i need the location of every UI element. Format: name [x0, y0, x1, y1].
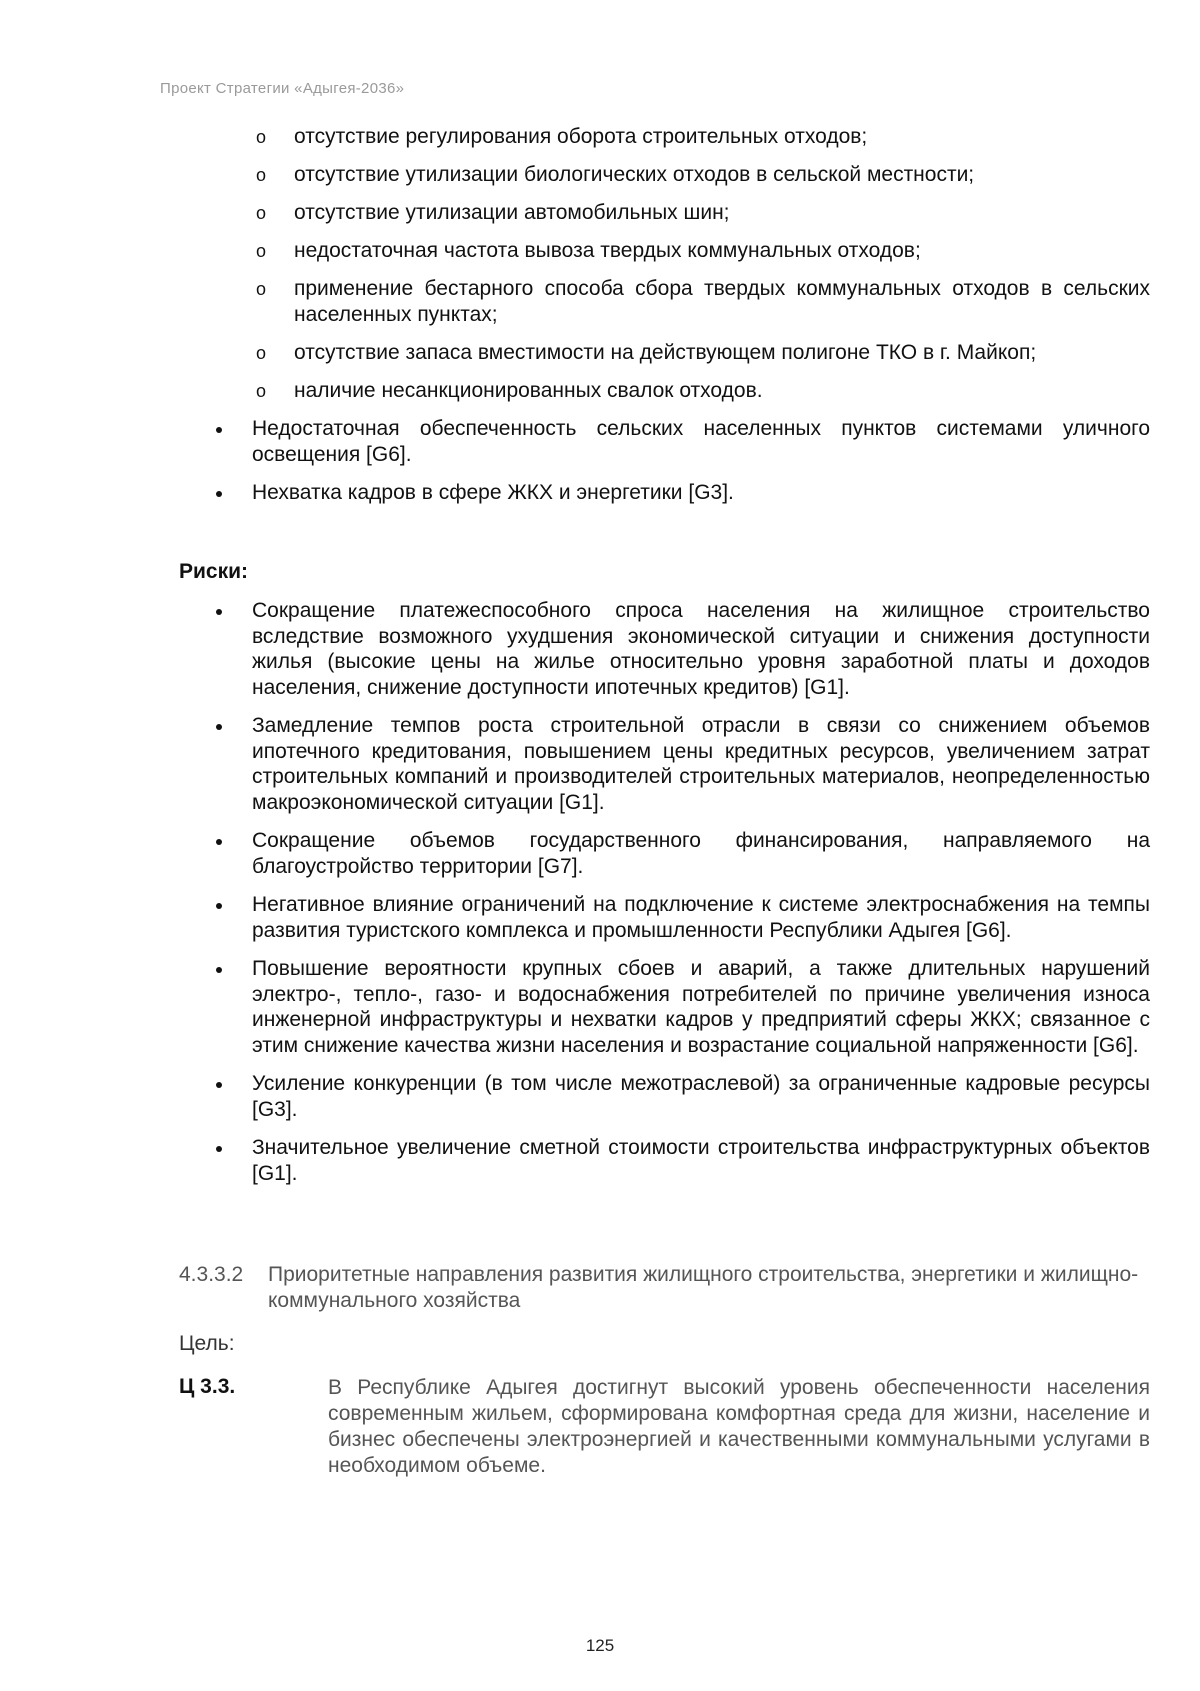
risk-item-text: Сокращение платежеспособного спроса населения на жилищное строительство вследствие возможного ухудшения экономической ситуации и снижения доступности жилья (высокие цены на жилье относительно уровня заработной платы и доходов населения, снижение доступности ипотечных кредитов) [G1].: [252, 599, 1150, 699]
risk-item: [210, 892, 1150, 943]
sublist-item-text: отсутствие утилизации биологических отходов в сельской местности;: [294, 163, 975, 186]
section-heading: [179, 1262, 1149, 1314]
problems-list: [210, 416, 1150, 519]
problem-item: [210, 480, 1150, 506]
goal-label: Цель:: [179, 1332, 235, 1355]
sublist-item-text: отсутствие запаса вместимости на действующем полигоне ТКО в г. Майкоп;: [294, 341, 1037, 364]
page-header: Проект Стратегии «Адыгея-2036»: [160, 80, 405, 97]
bullet-dot-icon: [216, 491, 222, 497]
risk-item: [210, 1071, 1150, 1122]
circle-bullet-icon: o: [256, 381, 267, 401]
circle-bullet-icon: o: [256, 203, 267, 223]
risk-item: [210, 828, 1150, 879]
sublist-item: [250, 238, 1150, 264]
risk-item-text: Повышение вероятности крупных сбоев и аварий, а также длительных нарушений электро-, тепло-, газо- и водоснабжения потребителей по причине увеличения износа инженерной инфраструктуры и нехватки кадров у предприятий сферы ЖКХ; связанное с этим снижение качества жизни населения и возрастание социальной напряженности [G6].: [252, 957, 1150, 1057]
problem-item-text: Нехватка кадров в сфере ЖКХ и энергетики [G3].: [252, 481, 734, 504]
bullet-dot-icon: [216, 1082, 222, 1088]
sublist-item: [250, 200, 1150, 226]
bullet-dot-icon: [216, 839, 222, 845]
sublist-item: [250, 162, 1150, 188]
risk-item-text: Негативное влияние ограничений на подключение к системе электроснабжения на темпы развития туристского комплекса и промышленности Республики Адыгея [G6].: [252, 893, 1150, 942]
waste-problems-sublist: [250, 124, 1150, 416]
bullet-dot-icon: [216, 903, 222, 909]
sublist-item: [250, 124, 1150, 150]
bullet-dot-icon: [216, 967, 222, 973]
risk-item-text: Сокращение объемов государственного финансирования, направляемого на благоустройство территории [G7].: [252, 829, 1150, 878]
circle-bullet-icon: o: [256, 165, 267, 185]
circle-bullet-icon: o: [256, 127, 267, 147]
bullet-dot-icon: [216, 427, 222, 433]
risk-item: [210, 1135, 1150, 1186]
risk-item: [210, 598, 1150, 700]
goal-code: Ц 3.3.: [179, 1375, 236, 1398]
sublist-item: [250, 276, 1150, 328]
section-number: 4.3.3.2: [179, 1263, 244, 1286]
sublist-item: [250, 340, 1150, 366]
problem-item: [210, 416, 1150, 467]
circle-bullet-icon: o: [256, 279, 267, 299]
sublist-item-text: наличие несанкционированных свалок отходов.: [294, 379, 763, 402]
sublist-item-text: применение бестарного способа сбора твердых коммунальных отходов в сельских населенных пунктах;: [294, 277, 1150, 326]
page-number: 125: [585, 1636, 615, 1655]
goal-text: В Республике Адыгея достигнут высокий уровень обеспеченности населения современным жильем, сформирована комфортная среда для жизни, население и бизнес обеспечены электроэнергией и качественными коммунальными услугами в необходимом объеме.: [328, 1376, 1150, 1477]
bullet-dot-icon: [216, 1146, 222, 1152]
sublist-item-text: отсутствие регулирования оборота строительных отходов;: [294, 125, 868, 148]
bullet-dot-icon: [216, 724, 222, 730]
risk-item-text: Усиление конкуренции (в том числе межотраслевой) за ограниченные кадровые ресурсы [G3].: [252, 1072, 1150, 1121]
risks-list: [210, 598, 1150, 1199]
circle-bullet-icon: o: [256, 241, 267, 261]
problem-item-text: Недостаточная обеспеченность сельских населенных пунктов системами уличного освещения [G6].: [252, 417, 1150, 466]
risk-item-text: Замедление темпов роста строительной отрасли в связи со снижением объемов ипотечного кредитования, повышением цены кредитных ресурсов, увеличением затрат строительных компаний и производителей строительных материалов, неопределенностью макроэкономической ситуации [G1].: [252, 714, 1150, 814]
sublist-item-text: отсутствие утилизации автомобильных шин;: [294, 201, 730, 224]
risks-heading: Риски:: [179, 560, 249, 583]
sublist-item-text: недостаточная частота вывоза твердых коммунальных отходов;: [294, 239, 921, 262]
risk-item-text: Значительное увеличение сметной стоимости строительства инфраструктурных объектов [G1].: [252, 1136, 1150, 1185]
risk-item: [210, 956, 1150, 1058]
bullet-dot-icon: [216, 609, 222, 615]
sublist-item: [250, 378, 1150, 404]
circle-bullet-icon: o: [256, 343, 267, 363]
section-title: Приоритетные направления развития жилищного строительства, энергетики и жилищно-коммунального хозяйства: [268, 1263, 1139, 1312]
risk-item: [210, 713, 1150, 815]
